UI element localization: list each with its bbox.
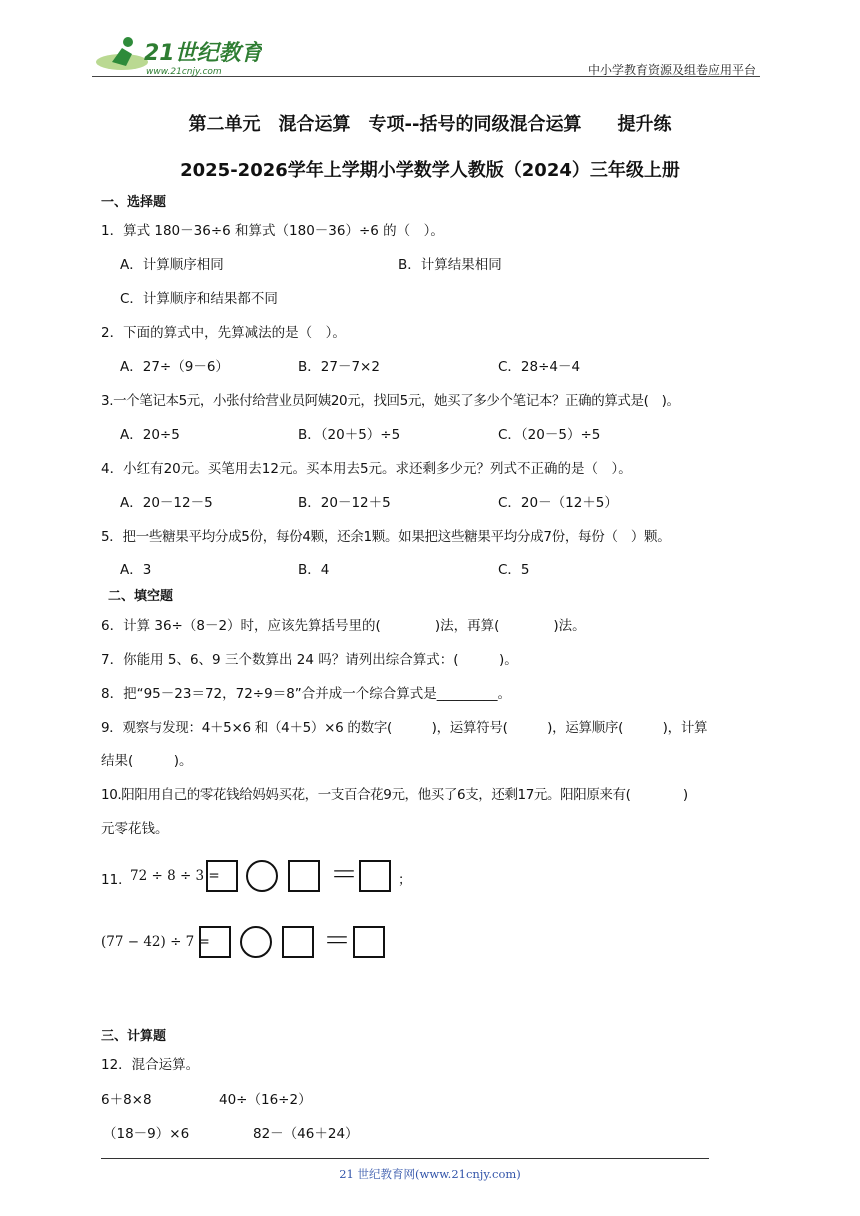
question-6: 6．计算 36÷（8－2）时，应该先算括号里的( )法，再算( )法。 bbox=[101, 618, 586, 634]
q2-option-b: B．27－7×2 bbox=[298, 359, 380, 375]
q11-expression-2: (77 − 42) ÷ 7 = bbox=[101, 934, 210, 950]
q1-option-c: C．计算顺序和结果都不同 bbox=[120, 291, 278, 307]
q4-option-c: C．20－（12＋5） bbox=[498, 495, 618, 511]
question-2: 2．下面的算式中，先算减法的是（ ）。 bbox=[101, 325, 346, 341]
answer-box[interactable] bbox=[359, 860, 391, 892]
operator-circle[interactable] bbox=[240, 926, 272, 958]
calc-item: 82－（46＋24） bbox=[253, 1126, 359, 1142]
question-10: 10.阳阳用自己的零花钱给妈妈买花，一支百合花9元，他买了6支，还剩17元。阳阳原来有( ) bbox=[101, 787, 688, 803]
header-divider bbox=[92, 76, 760, 77]
question-10-cont: 元零花钱。 bbox=[101, 821, 169, 837]
calc-item: 40÷（16÷2） bbox=[219, 1092, 312, 1108]
equals-sign: ＝ bbox=[330, 858, 359, 891]
footer-link[interactable]: 21 世纪教育网(www.21cnjy.com) bbox=[339, 1167, 521, 1181]
q2-option-a: A．27÷（9－6） bbox=[120, 359, 229, 375]
svg-text:www.21cnjy.com: www.21cnjy.com bbox=[146, 67, 222, 77]
equals-sign: ＝ bbox=[323, 924, 352, 957]
answer-box[interactable] bbox=[206, 860, 238, 892]
answer-box[interactable] bbox=[288, 860, 320, 892]
question-4: 4．小红有20元。买笔用去12元。买本用去5元。求还剩多少元？列式不正确的是（ ）。 bbox=[101, 461, 632, 477]
question-3: 3.一个笔记本5元，小张付给营业员阿姨20元，找回5元，她买了多少个笔记本？正确的算式是( )。 bbox=[101, 393, 680, 409]
page-subtitle: 2025-2026学年上学期小学数学人教版（2024）三年级上册 bbox=[180, 160, 680, 181]
svg-text:21世纪教育: 21世纪教育 bbox=[144, 41, 262, 66]
q3-option-a: A．20÷5 bbox=[120, 427, 180, 443]
q4-option-a: A．20－12－5 bbox=[120, 495, 213, 511]
page-title: 第二单元 混合运算 专项--括号的同级混合运算 提升练 bbox=[188, 114, 672, 135]
q3-option-b: B．（20＋5）÷5 bbox=[298, 427, 401, 443]
platform-name: 中小学教育资源及组卷应用平台 bbox=[587, 63, 756, 77]
q2-option-c: C．28÷4－4 bbox=[498, 359, 581, 375]
question-9: 9．观察与发现：4＋5×6 和（4＋5）×6 的数字( )，运算符号( )，运算顺序( )，计算 bbox=[101, 720, 708, 736]
q1-option-b: B．计算结果相同 bbox=[398, 257, 502, 273]
answer-box[interactable] bbox=[353, 926, 385, 958]
question-8: 8．把“95－23＝72，72÷9＝8”合并成一个综合算式是_________。 bbox=[101, 686, 512, 702]
calc-item: （18－9）×6 bbox=[103, 1126, 190, 1142]
question-1: 1．算式 180－36÷6 和算式（180－36）÷6 的（ ）。 bbox=[101, 223, 444, 239]
question-5: 5．把一些糖果平均分成5份，每份4颗，还余1颗。如果把这些糖果平均分成7份，每份（ ）颗。 bbox=[101, 529, 671, 545]
separator: ； bbox=[398, 872, 412, 888]
section-heading-calc: 三、计算题 bbox=[101, 1029, 167, 1044]
q3-option-c: C．（20－5）÷5 bbox=[498, 427, 601, 443]
q4-option-b: B．20－12＋5 bbox=[298, 495, 391, 511]
section-heading-fill: 二、填空题 bbox=[108, 589, 174, 604]
q5-option-a: A．3 bbox=[120, 562, 152, 578]
question-7: 7．你能用 5、6、9 三个数算出 24 吗？请列出综合算式：( )。 bbox=[101, 652, 518, 668]
calc-item: 6＋8×8 bbox=[101, 1092, 152, 1108]
footer-divider bbox=[101, 1158, 709, 1159]
q5-option-c: C．5 bbox=[498, 562, 530, 578]
question-11-label: 11． bbox=[101, 872, 132, 888]
q5-option-b: B．4 bbox=[298, 562, 330, 578]
q1-option-a: A．计算顺序相同 bbox=[120, 257, 224, 273]
operator-circle[interactable] bbox=[246, 860, 278, 892]
question-12: 12．混合运算。 bbox=[101, 1057, 200, 1073]
site-logo bbox=[92, 32, 262, 82]
section-heading-choice: 一、选择题 bbox=[101, 195, 167, 210]
q11-expression-1: 72 ÷ 8 ÷ 3 = bbox=[130, 868, 220, 884]
question-9-cont: 结果( )。 bbox=[101, 753, 193, 769]
answer-box[interactable] bbox=[199, 926, 231, 958]
answer-box[interactable] bbox=[282, 926, 314, 958]
